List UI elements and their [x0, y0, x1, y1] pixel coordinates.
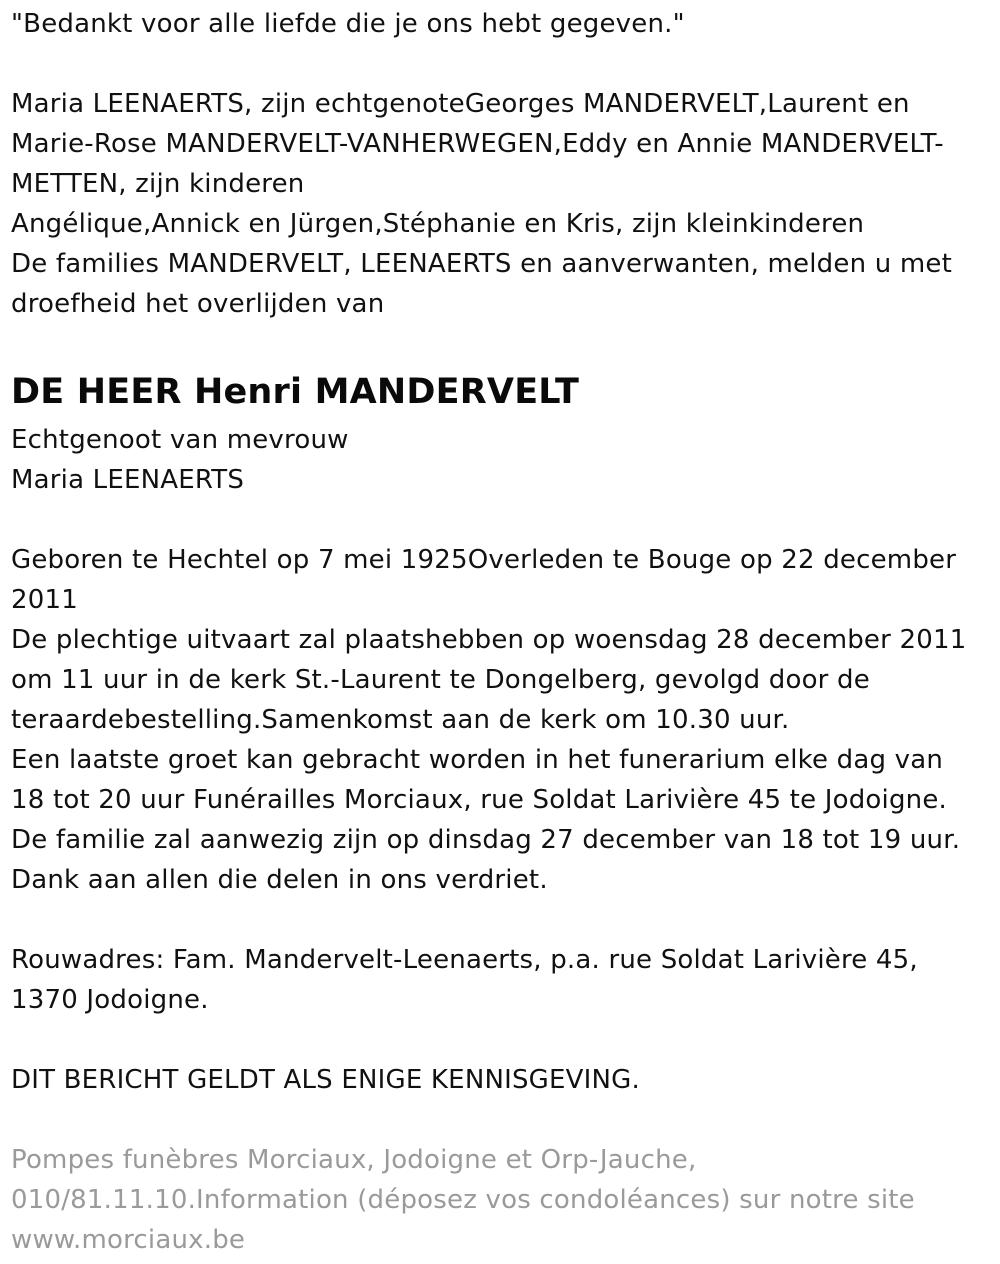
- family-line: droefheid het overlijden van: [11, 289, 385, 319]
- mourning-address: [11, 940, 986, 1020]
- family-announcement: [11, 84, 986, 324]
- detail-line: Geboren te Hechtel op 7 mei 1925Overleden te Bouge op 22 december: [11, 545, 957, 575]
- address-line: 1370 Jodoigne.: [11, 985, 209, 1015]
- detail-line: De plechtige uitvaart zal plaatshebben op woensdag 28 december 2011: [11, 625, 967, 655]
- family-line: Marie-Rose MANDERVELT-VANHERWEGEN,Eddy en Annie MANDERVELT-: [11, 129, 944, 159]
- spacer: [11, 324, 986, 364]
- funeral-home-footer: [11, 1140, 986, 1260]
- spouse-line: Echtgenoot van mevrouw: [11, 425, 349, 455]
- family-line: Angélique,Annick en Jürgen,Stéphanie en Kris, zijn kleinkinderen: [11, 209, 865, 239]
- family-line: METTEN, zijn kinderen: [11, 169, 305, 199]
- spouse-name: Maria LEENAERTS: [11, 465, 245, 495]
- opening-quote: "Bedankt voor alle liefde die je ons hebt gegeven.": [11, 9, 685, 39]
- detail-line: 2011: [11, 585, 78, 615]
- address-line: Rouwadres: Fam. Mandervelt-Leenaerts, p.a. rue Soldat Larivière 45,: [11, 945, 918, 975]
- notice-line: DIT BERICHT GELDT ALS ENIGE KENNISGEVING.: [11, 1065, 640, 1095]
- detail-line: Een laatste groet kan gebracht worden in het funerarium elke dag van: [11, 745, 944, 775]
- spacer: [11, 44, 986, 84]
- family-line: Maria LEENAERTS, zijn echtgenoteGeorges MANDERVELT,Laurent en: [11, 89, 910, 119]
- detail-line: om 11 uur in de kerk St.-Laurent te Dongelberg, gevolgd door de: [11, 665, 870, 695]
- footer-line: 010/81.11.10.Information (déposez vos condoléances) sur notre site: [11, 1185, 915, 1215]
- funeral-details: [11, 540, 986, 900]
- detail-line: Dank aan allen die delen in ons verdriet.: [11, 865, 548, 895]
- spacer: [11, 500, 986, 540]
- spacer: [11, 1100, 986, 1140]
- detail-line: 18 tot 20 uur Funérailles Morciaux, rue Soldat Larivière 45 te Jodoigne.: [11, 785, 947, 815]
- footer-website: www.morciaux.be: [11, 1225, 246, 1255]
- obituary-document: [11, 4, 986, 1260]
- detail-line: teraardebestelling.Samenkomst aan de kerk om 10.30 uur.: [11, 705, 790, 735]
- spacer: [11, 900, 986, 940]
- detail-line: De familie zal aanwezig zijn op dinsdag 27 december van 18 tot 19 uur.: [11, 825, 961, 855]
- footer-line: Pompes funèbres Morciaux, Jodoigne et Orp-Jauche,: [11, 1145, 697, 1175]
- family-line: De families MANDERVELT, LEENAERTS en aanverwanten, melden u met: [11, 249, 952, 279]
- spacer: [11, 1020, 986, 1060]
- deceased-name-heading: DE HEER Henri MANDERVELT: [11, 372, 580, 412]
